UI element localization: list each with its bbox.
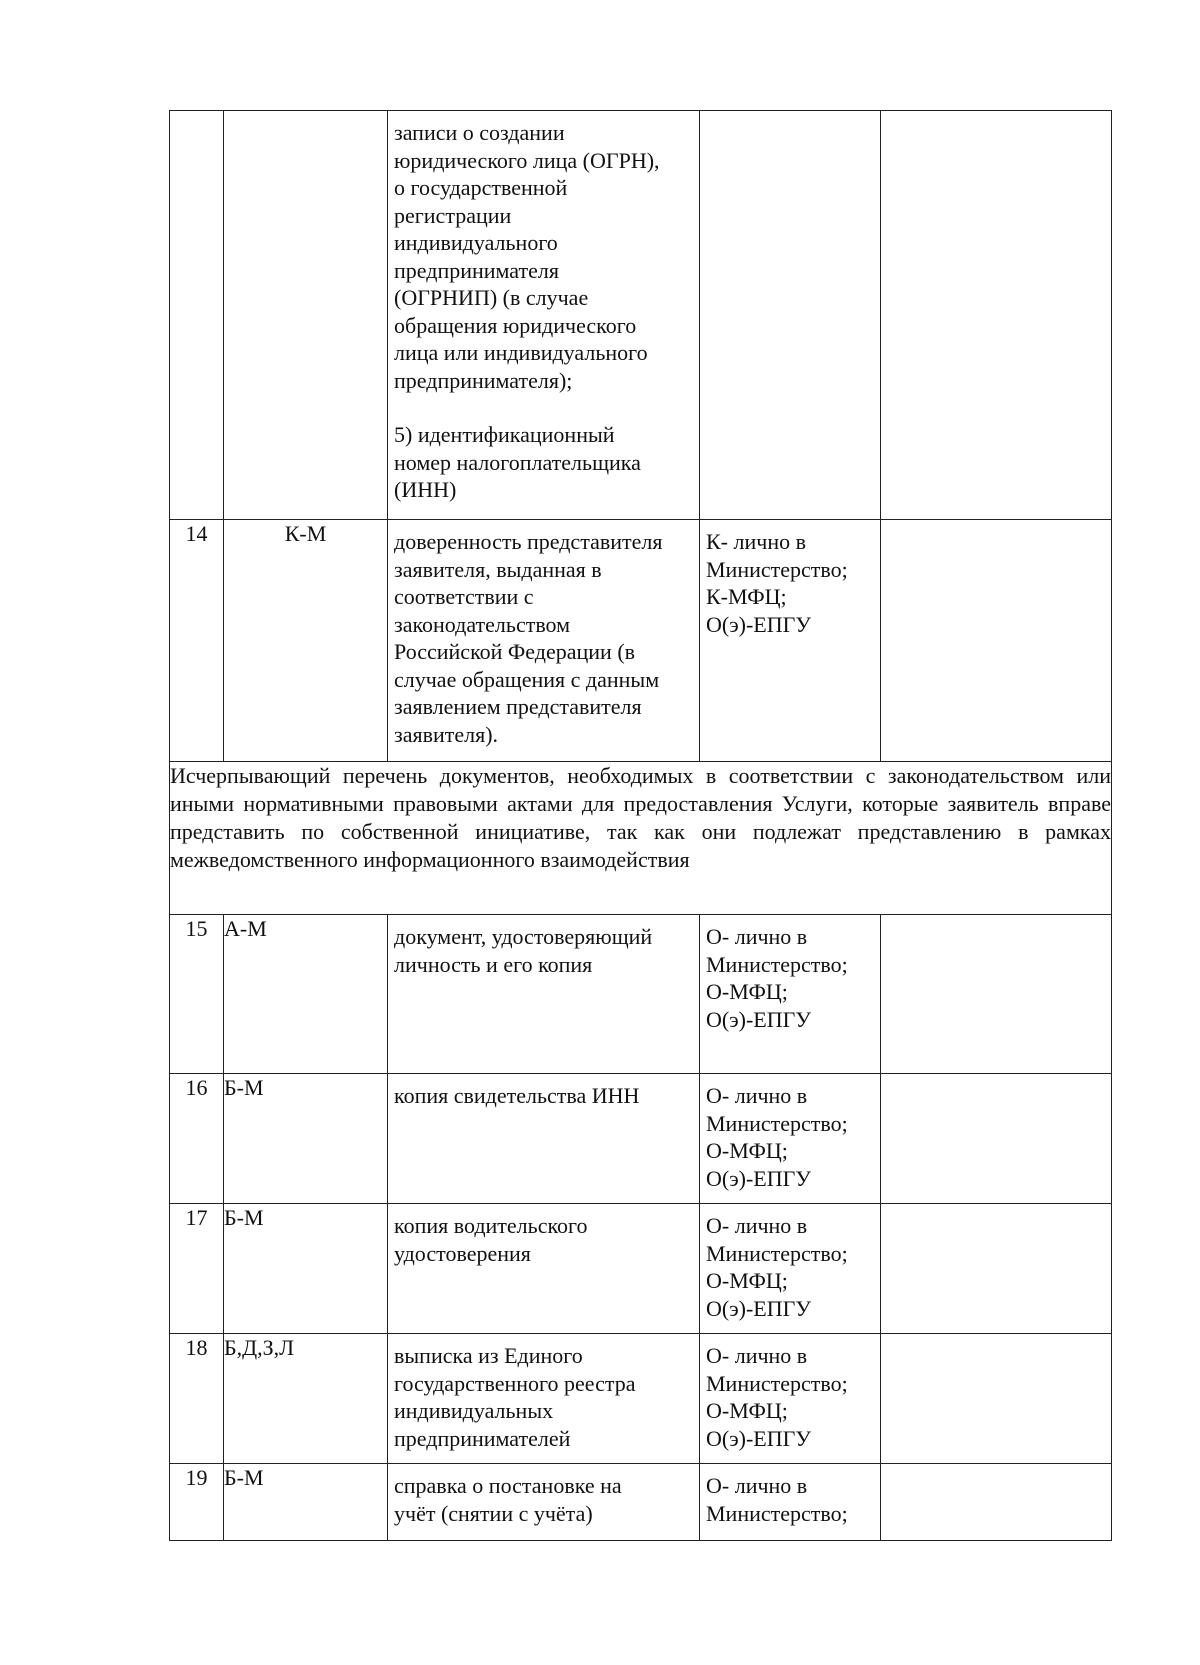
row-number: 19 <box>185 1465 208 1490</box>
cell-notes <box>881 915 1112 1074</box>
row-code: А-М <box>224 916 267 941</box>
cell-notes <box>881 1074 1112 1204</box>
cell-num <box>170 1334 224 1464</box>
cell-delivery <box>700 915 881 1074</box>
description-text: 5) идентификационный номер налогоплательщика (ИНН) <box>394 422 641 502</box>
cell-code <box>224 1464 388 1541</box>
cell-code <box>224 1074 388 1204</box>
section-heading-row <box>170 762 1112 915</box>
description-text: копия водительского удостоверения <box>394 1213 588 1266</box>
cell-description <box>388 1334 700 1464</box>
row-code: К-М <box>284 521 327 546</box>
cell-notes <box>881 1204 1112 1334</box>
cell-delivery <box>700 1334 881 1464</box>
documents-table <box>169 110 1112 1541</box>
table-row <box>170 520 1112 762</box>
cell-num <box>170 111 224 520</box>
row-number: 18 <box>185 1335 208 1360</box>
delivery-text: О- лично в Министерство; О-МФЦ; О(э)-ЕПГУ <box>706 924 848 1032</box>
cell-delivery <box>700 111 881 520</box>
table-row <box>170 915 1112 1074</box>
cell-notes <box>881 1334 1112 1464</box>
description-text: записи о создании юридического лица (ОГРН), о государственной регистрации индивидуального предпринимателя (ОГРНИП) (в случае обращения юридического лица или индивидуального предпринимателя); <box>394 120 660 393</box>
cell-notes <box>881 1464 1112 1541</box>
row-number: 15 <box>185 916 208 941</box>
cell-description <box>388 520 700 762</box>
row-code: Б-М <box>224 1205 264 1230</box>
cell-num <box>170 520 224 762</box>
cell-description <box>388 111 700 520</box>
cell-num <box>170 1204 224 1334</box>
cell-description <box>388 1204 700 1334</box>
description-text: выписка из Единого государственного реестра индивидуальных предпринимателей <box>394 1343 636 1451</box>
description-text: документ, удостоверяющий личность и его копия <box>394 924 653 977</box>
cell-delivery <box>700 1074 881 1204</box>
delivery-text: О- лично в Министерство; <box>706 1473 848 1526</box>
delivery-text: О- лично в Министерство; О-МФЦ; О(э)-ЕПГУ <box>706 1343 848 1451</box>
cell-num <box>170 1464 224 1541</box>
delivery-text: О- лично в Министерство; О-МФЦ; О(э)-ЕПГУ <box>706 1213 848 1321</box>
cell-num <box>170 1074 224 1204</box>
table-row <box>170 1334 1112 1464</box>
cell-num <box>170 915 224 1074</box>
description-text: справка о постановке на учёт (снятии с учёта) <box>394 1473 622 1526</box>
cell-code <box>224 520 388 762</box>
table-row <box>170 1464 1112 1541</box>
cell-code <box>224 915 388 1074</box>
cell-description <box>388 1074 700 1204</box>
row-number: 17 <box>185 1205 208 1230</box>
row-number: 14 <box>185 521 208 546</box>
table-row <box>170 1204 1112 1334</box>
row-number: 16 <box>185 1075 208 1100</box>
delivery-text: О- лично в Министерство; О-МФЦ; О(э)-ЕПГУ <box>706 1083 848 1191</box>
row-code: Б-М <box>224 1465 264 1490</box>
cell-delivery <box>700 1464 881 1541</box>
cell-delivery <box>700 520 881 762</box>
description-text: доверенность представителя заявителя, выданная в соответствии с законодательством Российской Федерации (в случае обращения с данным заявлением представителя заявителя). <box>394 529 663 747</box>
cell-description <box>388 1464 700 1541</box>
row-code: Б,Д,З,Л <box>224 1335 295 1360</box>
cell-code <box>224 1334 388 1464</box>
section-heading: Исчерпывающий перечень документов, необходимых в соответствии с законодательством или иными нормативными правовыми актами для предоставления Услуги, которые заявитель вправе представить по собственной инициативе, так как они подлежат представлению в рамках межведомственного информационного взаимодействия <box>170 762 1112 915</box>
delivery-text: К- лично в Министерство; К-МФЦ; О(э)-ЕПГУ <box>706 529 848 637</box>
row-code: Б-М <box>224 1075 264 1100</box>
table-row <box>170 111 1112 520</box>
cell-notes <box>881 111 1112 520</box>
cell-notes <box>881 520 1112 762</box>
cell-description <box>388 915 700 1074</box>
cell-code <box>224 1204 388 1334</box>
cell-code <box>224 111 388 520</box>
cell-delivery <box>700 1204 881 1334</box>
description-text: копия свидетельства ИНН <box>394 1083 640 1108</box>
table-row <box>170 1074 1112 1204</box>
